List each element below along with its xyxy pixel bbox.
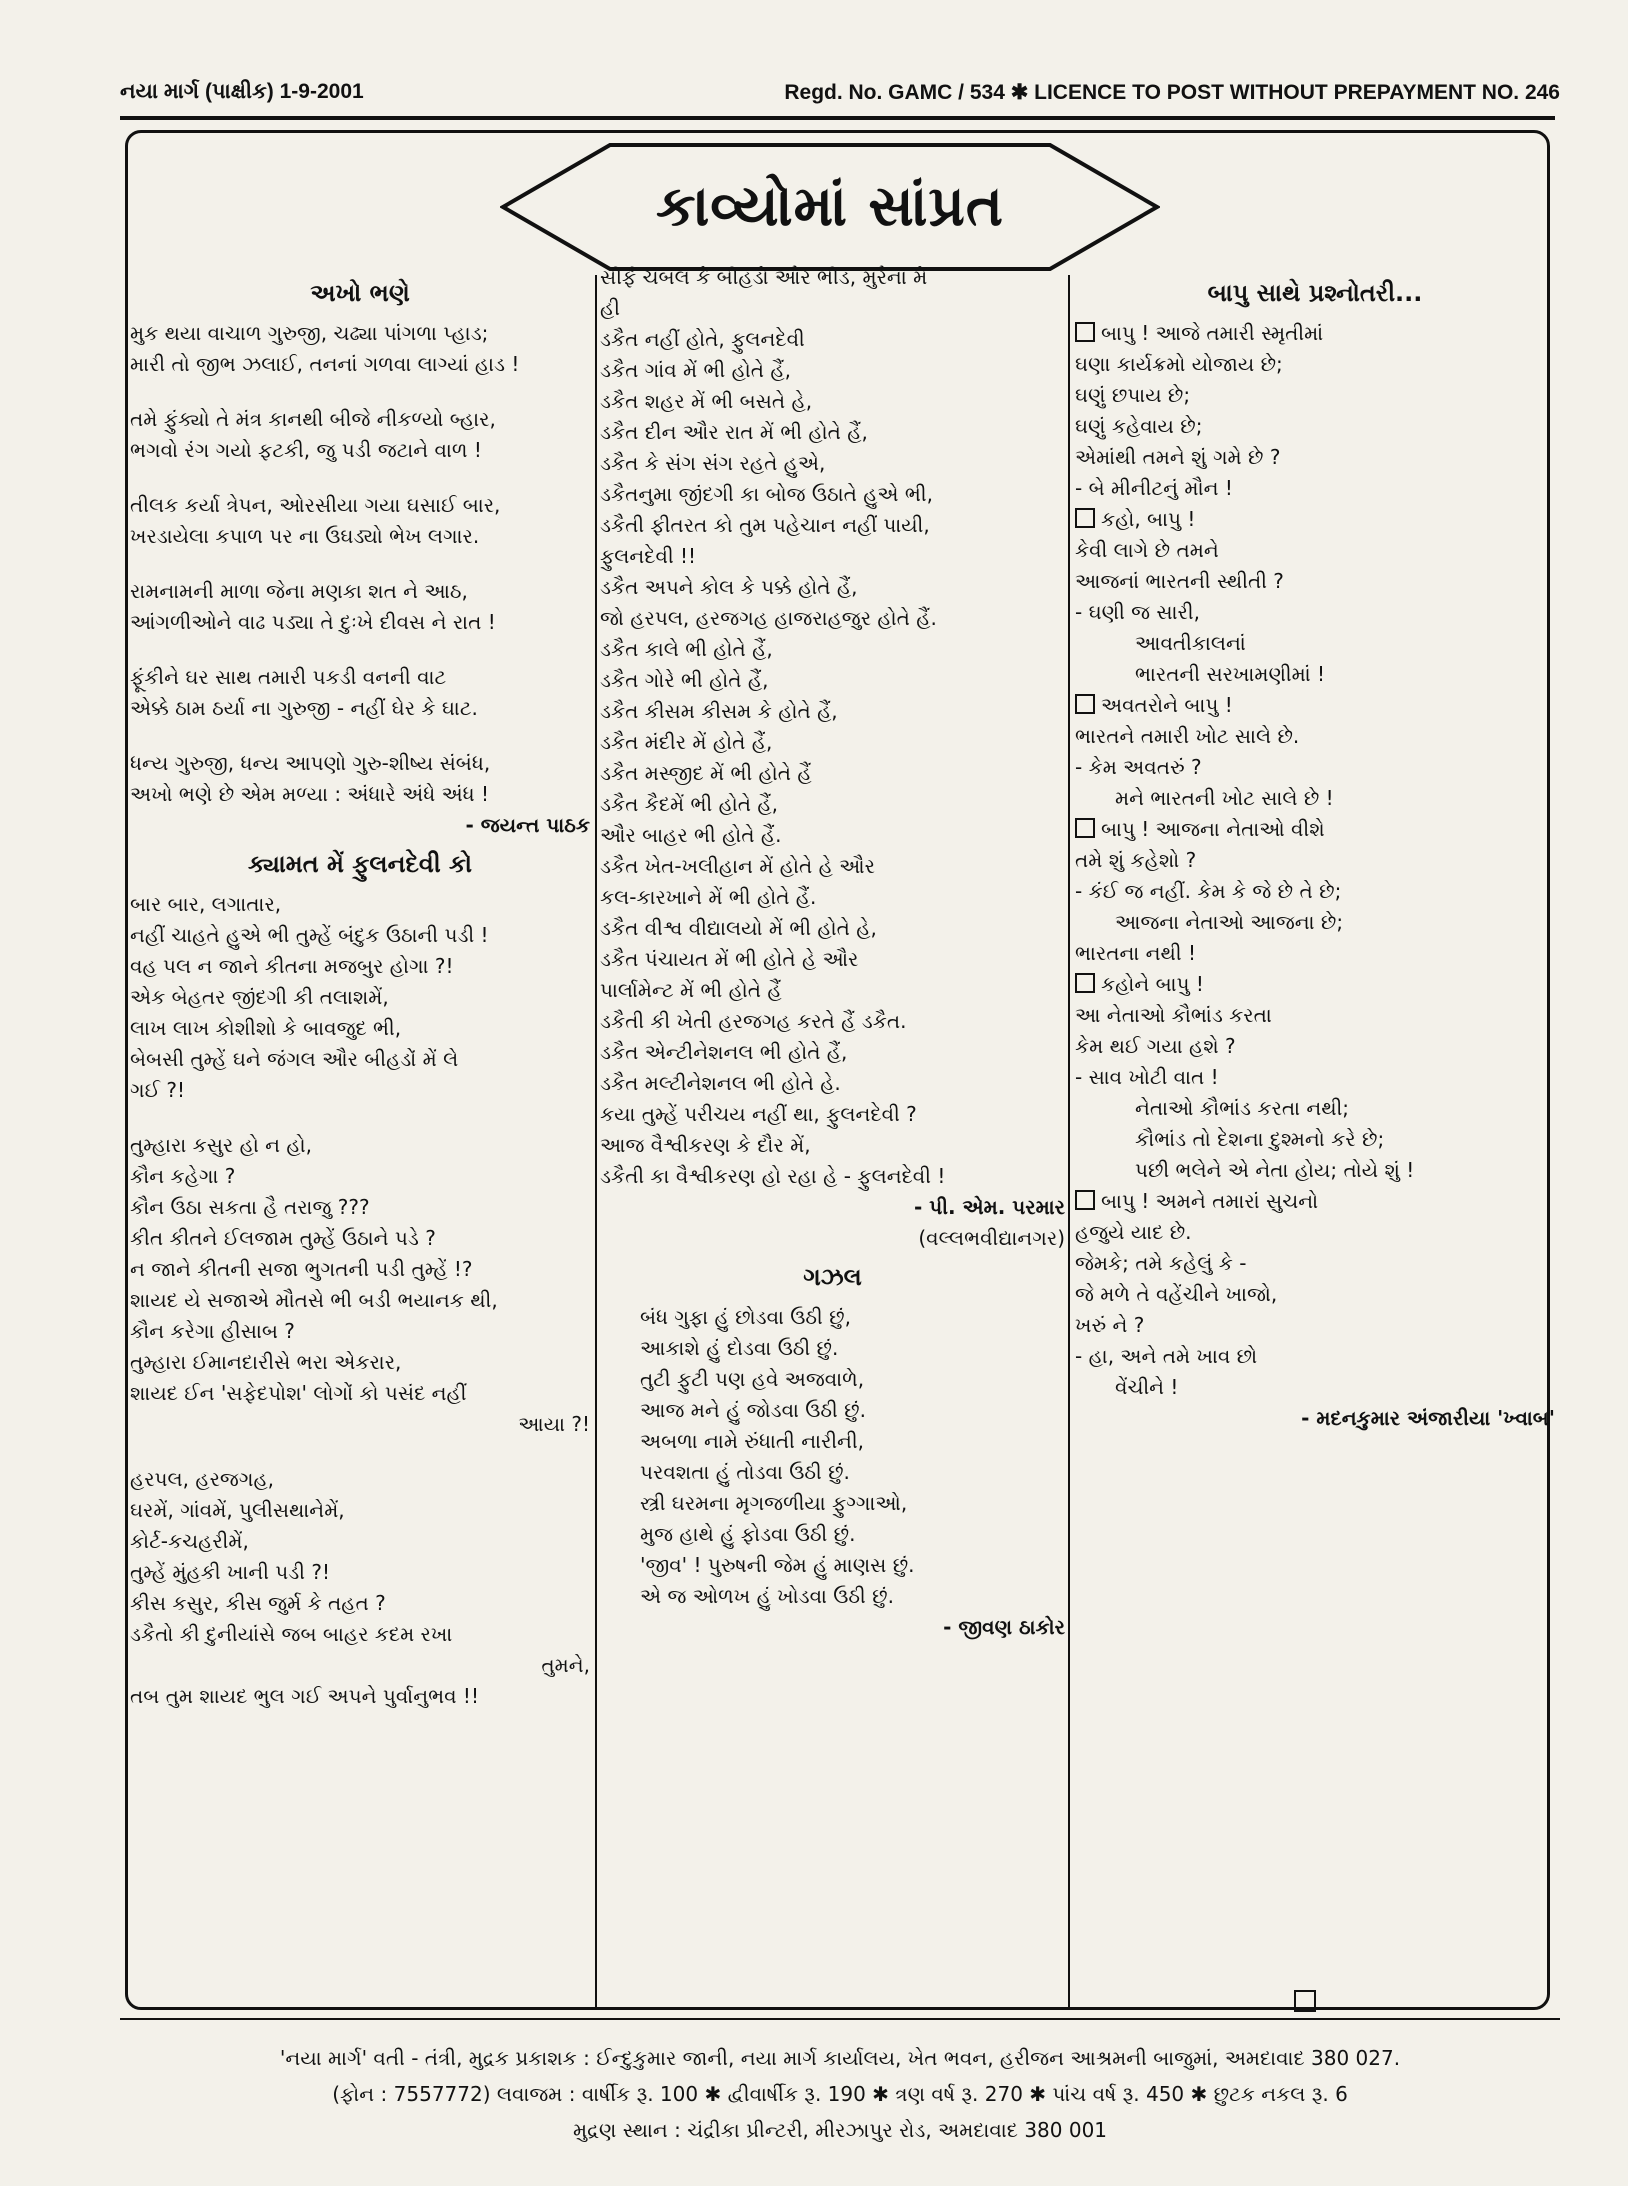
poem-line: ડકૈત નહીં હોતે, ફુલનદેવી <box>600 327 805 351</box>
checkbox-bullet-icon <box>1075 508 1095 528</box>
poem-line: તુમ્હારા કસુર હો ન હો, <box>130 1133 313 1157</box>
stanza-gap <box>130 552 590 576</box>
dialogue-line <box>1075 380 1555 411</box>
dialogue-line <box>1075 504 1555 535</box>
dialogue-text: બાપુ ! અમને તમારાં સુચનો <box>1101 1189 1319 1213</box>
dialogue-line <box>1075 1000 1555 1031</box>
poem-line: ફુલનદેવી !! <box>600 544 697 568</box>
poem-line: ધન્ય ગુરુજી, ધન્ય આપણો ગુરુ-શીષ્ય સંબંધ, <box>130 751 491 775</box>
poem-line: 'જીવ' ! પુરુષની જેમ હું માણસ છું. <box>640 1553 915 1577</box>
dialogue-line <box>1075 1310 1555 1341</box>
dialogue-line <box>1075 1155 1555 1186</box>
dialogue-text: - સાવ ખોટી વાત ! <box>1075 1065 1219 1089</box>
poem-line: ઔર બાહર ભી હોતે હૈં. <box>600 823 782 847</box>
dialogue-line <box>1075 535 1555 566</box>
dialogue-text: નેતાઓ કૌભાંડ કરતા નથી; <box>1135 1096 1350 1120</box>
dialogue-text: ઘણા કાર્યક્રમો યોજાય છે; <box>1075 352 1283 376</box>
stanza-gap <box>130 380 590 404</box>
dialogue-line <box>1075 473 1555 504</box>
dialogue-line <box>1075 1186 1555 1217</box>
dialogue-text: બાપુ ! આજે તમારી સ્મૃતીમાં <box>1101 321 1324 345</box>
poem-line: આયા ?! <box>518 1412 590 1436</box>
poem-line: ડકૈત વીશ્વ વીદ્યાલયો મેં ભી હોતે હે, <box>600 916 877 940</box>
dialogue-text: - બે મીનીટનું મૌન ! <box>1075 476 1233 500</box>
footer-printer: મુદ્રણ સ્થાન : ચંદ્રીકા પ્રીન્ટરી, મીરઝાપુર રોડ, અમદાવાદ 380 001 <box>572 2118 1108 2142</box>
end-box-icon <box>1294 1990 1316 2012</box>
poem-line: બાર બાર, લગાતાર, <box>130 892 282 916</box>
dialogue-line <box>1075 349 1555 380</box>
dialogue-line <box>1075 1217 1555 1248</box>
dialogue-text: કહો, બાપુ ! <box>1101 507 1196 531</box>
dialogue-text: તમે શું કહેશો ? <box>1075 848 1197 872</box>
dialogue-line <box>1075 1093 1555 1124</box>
dialogue-text: ખરું ને ? <box>1075 1313 1145 1337</box>
poem-line: કલ-કારખાને મેં ભી હોતે હૈં. <box>600 885 817 909</box>
dialogue-line <box>1075 690 1555 721</box>
column-left <box>130 262 590 1712</box>
poem-line: ન જાને કીતની સજા ભુગતની પડી તુમ્હેં !? <box>130 1257 473 1281</box>
poem-body <box>600 262 1065 1192</box>
poem-line: કૌન કહેગા ? <box>130 1164 236 1188</box>
stanza-gap <box>130 1440 590 1464</box>
stanza-gap <box>130 638 590 662</box>
poem-line: આજ મને હું જોડવા ઉઠી છું. <box>640 1398 866 1422</box>
poem-line: ડકૈત ગાંવ મેં ભી હોતે હૈં, <box>600 358 792 382</box>
poem-line: કીત કીતને ઈલજામ તુમ્હેં ઉઠાને પડે ? <box>130 1226 436 1250</box>
dialogue-line <box>1075 814 1555 845</box>
poem-line: અબળા નામે રુંધાતી નારીની, <box>640 1429 865 1453</box>
poem-line: એક બેહતર જીંદગી કી તલાશમેં, <box>130 985 389 1009</box>
poem-line: ડકૈત ખેત-ખલીહાન મેં હોતે હે ઔર <box>600 854 875 878</box>
poem-line: જો હરપલ, હરજગહ હાજરાહજુર હોતે હૈં. <box>600 606 937 630</box>
poem-line: આંગળીઓને વાઢ પડ્યા તે દુઃખે દીવસ ને રાત ! <box>130 610 496 634</box>
dialogue-line <box>1075 1062 1555 1093</box>
poem-line: ડકૈત મસ્જીદ મેં ભી હોતે હૈં <box>600 761 812 785</box>
dialogue-line <box>1075 752 1555 783</box>
poem-line: શાયદ ઈન 'સફેદપોશ' લોગોં કો પસંદ નહીં <box>130 1381 467 1405</box>
dialogue-text: વેંચીને ! <box>1115 1375 1179 1399</box>
dialogue-text: કેમ થઈ ગયા હશે ? <box>1075 1034 1236 1058</box>
poem-line: ડકૈત કાલે ભી હોતે હૈં, <box>600 637 773 661</box>
dialogue-text: મને ભારતની ખોટ સાલે છે ! <box>1115 786 1334 810</box>
dialogue-text: આ નેતાઓ કૌભાંડ કરતા <box>1075 1003 1272 1027</box>
dialogue-line <box>1075 411 1555 442</box>
poem-line: તમે ફુંક્યો તે મંત્ર કાનથી બીજે નીકળ્યો બ્હાર, <box>130 407 496 431</box>
poem-body <box>1075 318 1555 1403</box>
poem-author: - જીવણ ઠાકોર <box>943 1615 1065 1639</box>
poem-author: - પી. એમ. પરમાર <box>914 1195 1065 1219</box>
poem-line: ડકૈતનુમા જીંદગી કા બોજ ઉઠાતે હુએ ભી, <box>600 482 933 506</box>
poem-line: ડકૈતો કી દુનીયાંસે જબ બાહર કદમ રખા <box>130 1622 453 1646</box>
poem-line: કૌન કરેગા હીસાબ ? <box>130 1319 295 1343</box>
poem-line: વહ પલ ન જાને કીતના મજબુર હોગા ?! <box>130 954 454 978</box>
poem-line: તુમને, <box>541 1653 590 1677</box>
poem-line: કોર્ટ-કચહરીમેં, <box>130 1529 249 1553</box>
footer-publisher: 'નયા માર્ગ' વતી - તંત્રી, મુદ્રક પ્રકાશક : ઈન્દુકુમાર જાની, નયા માર્ગ કાર્યાલય, ખેત ભવન, હરીજન આશ્રમની બાજુમાં, અમદાવાદ 380 027. <box>279 2046 1401 2070</box>
checkbox-bullet-icon <box>1075 1190 1095 1210</box>
poem-line: તુટી ફુટી પણ હવે અજવાળે, <box>640 1367 865 1391</box>
poem-line: કીસ કસુર, કીસ જુર્મ કે તહત ? <box>130 1591 386 1615</box>
poem-line: ડકૈતી કી ખેતી હરજગહ કરતે હૈં ડકૈત. <box>600 1009 907 1033</box>
header-registration: Regd. No. GAMC / 534 ✱ LICENCE TO POST WITHOUT PREPAYMENT NO. 246 <box>784 80 1560 104</box>
poem-line: ડકૈત મંદીર મેં હોતે હૈં, <box>600 730 773 754</box>
poem-line: ડકૈતી કા વૈશ્વીકરણ હો રહા હે - ફુલનદેવી ! <box>600 1164 946 1188</box>
poem-line: અખો ભણે છે એમ મળ્યા : અંધારે અંધે અંધ ! <box>130 782 490 806</box>
dialogue-line <box>1075 1248 1555 1279</box>
dialogue-line <box>1075 876 1555 907</box>
dialogue-line <box>1075 907 1555 938</box>
poem-line: હરપલ, હરજગહ, <box>130 1467 275 1491</box>
dialogue-text: આજના નેતાઓ આજના છે; <box>1115 910 1344 934</box>
poem-line: ડકૈત એન્ટીનેશનલ ભી હોતે હૈં, <box>600 1040 848 1064</box>
dialogue-text: જે મળે તે વહેંચીને ખાજો, <box>1075 1282 1278 1306</box>
poem-line: એ જ ઓળખ હું ખોડવા ઉઠી છું. <box>640 1584 894 1608</box>
dialogue-text: - કંઈ જ નહીં. કેમ કે જે છે તે છે; <box>1075 879 1342 903</box>
poem-line: ડકૈત દીન ઔર રાત મેં ભી હોતે હૈં, <box>600 420 868 444</box>
poem-line: એક્કે ઠામ ઠર્યા ના ગુરુજી - નહીં ઘેર કે ઘાટ. <box>130 696 478 720</box>
poem-line: હી <box>600 296 620 320</box>
dialogue-line <box>1075 969 1555 1000</box>
dialogue-line <box>1075 597 1555 628</box>
checkbox-bullet-icon <box>1075 973 1095 993</box>
poem-line: તીલક કર્યા ત્રેપન, ઓરસીયા ગયા ઘસાઈ બાર, <box>130 493 501 517</box>
checkbox-bullet-icon <box>1075 322 1095 342</box>
poem-line: પરવશતા હું તોડવા ઉઠી છું. <box>640 1460 850 1484</box>
poem-line: ડકૈત પંચાયત મેં ભી હોતે હે ઔર <box>600 947 859 971</box>
dialogue-text: એમાંથી તમને શું ગમે છે ? <box>1075 445 1281 469</box>
stanza-gap <box>130 724 590 748</box>
dialogue-line <box>1075 318 1555 349</box>
footer-rule <box>120 2018 1560 2020</box>
poem-author-place: (વલ્લભવીદ્યાનગર) <box>918 1226 1065 1250</box>
poem-line: ડકૈત કૈદમેં ભી હોતે હૈં, <box>600 792 778 816</box>
poem-line: ફૂંકીને ઘર સાથ તમારી પકડી વનની વાટ <box>130 665 447 689</box>
poem-title: અખો ભણે <box>310 279 410 307</box>
poem-line: તુમ્હારા ઈમાનદારીસે ભરા એકરાર, <box>130 1350 402 1374</box>
dialogue-text: ભારતના નથી ! <box>1075 941 1196 965</box>
poem-body <box>600 1302 1065 1612</box>
dialogue-text: કૌભાંડ તો દેશના દુશ્મનો કરે છે; <box>1135 1127 1385 1151</box>
poem-line: આકાશે હું દોડવા ઉઠી છું. <box>640 1336 839 1360</box>
poem-line: તુમ્હેં મુંહકી ખાની પડી ?! <box>130 1560 330 1584</box>
dialogue-text: કેવી લાગે છે તમને <box>1075 538 1219 562</box>
dialogue-line <box>1075 845 1555 876</box>
dialogue-line <box>1075 1372 1555 1403</box>
header-rule <box>120 116 1555 120</box>
dialogue-text: - હા, અને તમે ખાવ છો <box>1075 1344 1258 1368</box>
dialogue-line <box>1075 1341 1555 1372</box>
poem-line: સ્ત્રી ઘરમના મૃગજળીયા ફુગ્ગાઓ, <box>640 1491 908 1515</box>
dialogue-line <box>1075 442 1555 473</box>
poem-line: ડકૈત મલ્ટીનેશનલ ભી હોતે હે. <box>600 1071 841 1095</box>
dialogue-text: આજનાં ભારતની સ્થીતી ? <box>1075 569 1284 593</box>
header-issue: નયા માર્ગ (પાક્ષીક) 1-9-2001 <box>120 80 364 103</box>
poem-line: લાખ લાખ કોશીશો કે બાવજુદ ભી, <box>130 1016 402 1040</box>
poem-line: ભગવો રંગ ગયો ફટકી, જુ પડી જટાને વાળ ! <box>130 438 482 462</box>
poem-line: કૌન ઉઠા સકતા હૈ તરાજુ ??? <box>130 1195 370 1219</box>
poem-line: રામનામની માળા જેના મણકા શત ને આઠ, <box>130 579 468 603</box>
checkbox-bullet-icon <box>1075 694 1095 714</box>
stanza-gap <box>130 466 590 490</box>
poem-line: ડકૈત કે સંગ સંગ રહતે હુએ, <box>600 451 826 475</box>
poem-line: ડકૈતી ફીતરત કો તુમ પહેચાન નહીં પાયી, <box>600 513 930 537</box>
dialogue-text: કહોને બાપુ ! <box>1101 972 1204 996</box>
dialogue-line <box>1075 1031 1555 1062</box>
dialogue-line <box>1075 783 1555 814</box>
dialogue-text: હજુયે યાદ છે. <box>1075 1220 1192 1244</box>
poem-line: તબ તુમ શાયદ ભુલ ગઈ અપને પુર્વાનુભવ !! <box>130 1684 479 1708</box>
column-divider <box>595 275 597 2010</box>
poem-title: બાપુ સાથે પ્રશ્નોતરી... <box>1207 279 1423 307</box>
dialogue-line <box>1075 566 1555 597</box>
poem-line: ગઈ ?! <box>130 1078 186 1102</box>
stanza-gap <box>130 1106 590 1130</box>
poem-line: ડકૈત અપને કોલ કે પક્કે હોતે હૈં, <box>600 575 858 599</box>
dialogue-line <box>1075 1124 1555 1155</box>
page-header <box>120 70 1560 114</box>
dialogue-line <box>1075 659 1555 690</box>
column-right <box>1075 262 1555 1434</box>
poem-line: સીર્ફ ચંબલ કે બીહડો ઔર ભીંડ, મુરૈના મેં <box>600 265 928 289</box>
imprint-footer <box>120 2040 1560 2148</box>
poem-line: શાયદ યે સજાએ મૌતસે ભી બડી ભયાનક થી, <box>130 1288 498 1312</box>
column-divider <box>1068 275 1070 2010</box>
poem-line: ડકૈત શહર મેં ભી બસતે હે, <box>600 389 813 413</box>
poem-line: બંધ ગુફા હું છોડવા ઉઠી છું, <box>640 1305 851 1329</box>
poem-body <box>130 318 590 810</box>
poem-line: મારી તો જીભ ઝલાઈ, તનનાં ગળવા લાગ્યાં હાડ ! <box>130 352 520 376</box>
poem-line: મુજ હાથે હું ફોડવા ઉઠી છું. <box>640 1522 856 1546</box>
poem-line: ખરડાયેલા કપાળ પર ના ઉઘડ્યો ભેખ લગાર. <box>130 524 480 548</box>
dialogue-text: ઘણું છપાય છે; <box>1075 383 1191 407</box>
column-middle <box>600 262 1065 1643</box>
dialogue-text: અવતરોને બાપુ ! <box>1101 693 1233 717</box>
banner-title: કાવ્યોમાં સાંપ્રત <box>656 174 1004 239</box>
poem-line: ડકૈત કીસમ કીસમ કે હોતે હૈં, <box>600 699 838 723</box>
checkbox-bullet-icon <box>1075 818 1095 838</box>
dialogue-text: ભારતને તમારી ખોટ સાલે છે. <box>1075 724 1300 748</box>
dialogue-text: - ઘણી જ સારી, <box>1075 600 1200 624</box>
dialogue-line <box>1075 628 1555 659</box>
dialogue-text: આવતીકાલનાં <box>1135 631 1246 655</box>
poem-author: - જયન્ત પાઠક <box>465 813 590 837</box>
dialogue-text: ઘણું કહેવાય છે; <box>1075 414 1203 438</box>
footer-subscription: (ફોન : 7557772) લવાજમ : વાર્ષીક રૂ. 100 ✱ દ્વીવાર્ષીક રૂ. 190 ✱ ત્રણ વર્ષ રૂ. 270 ✱ પાંચ વર્ષ રૂ. 450 ✱ છુટક નકલ રૂ. 6 <box>332 2082 1348 2106</box>
poem-line: આજ વૈશ્વીકરણ કે દૌર મેં, <box>600 1133 811 1157</box>
poem-line: નહીં ચાહતે હુએ ભી તુમ્હેં બંદુક ઉઠાની પડી ! <box>130 923 489 947</box>
poem-body <box>130 889 590 1409</box>
poem-line: મુક થયા વાચાળ ગુરુજી, ચઢ્યા પાંગળા પ્હાડ; <box>130 321 489 345</box>
dialogue-text: ભારતની સરખામણીમાં ! <box>1135 662 1326 686</box>
poem-line: પાર્લામેન્ટ મેં ભી હોતે હૈં <box>600 978 782 1002</box>
poem-line: બેબસી તુમ્હેં ઘને જંગલ ઔર બીહડોં મેં લે <box>130 1047 459 1071</box>
poem-line: ઘરમેં, ગાંવમેં, પુલીસથાનેમેં, <box>130 1498 345 1522</box>
banner <box>500 142 1160 272</box>
poem-title: ક્યામત મેં ફુલનદેવી કો <box>248 850 472 878</box>
dialogue-text: જેમકે; તમે કહેલું કે - <box>1075 1251 1247 1275</box>
dialogue-text: પછી ભલેને એ નેતા હોય; તોયે શું ! <box>1135 1158 1415 1182</box>
dialogue-line <box>1075 1279 1555 1310</box>
dialogue-text: બાપુ ! આજના નેતાઓ વીશે <box>1101 817 1325 841</box>
poem-body <box>130 1440 590 1650</box>
poem-title: ગઝલ <box>803 1263 862 1291</box>
dialogue-line <box>1075 938 1555 969</box>
poem-line: કયા તુમ્હેં પરીચય નહીં થા, ફુલનદેવી ? <box>600 1102 917 1126</box>
poem-author: - મદનકુમાર અંજારીયા 'ખ્વાબ' <box>1301 1406 1555 1430</box>
dialogue-line <box>1075 721 1555 752</box>
poem-line: ડકૈત ગોરે ભી હોતે હૈં, <box>600 668 769 692</box>
dialogue-text: - કેમ અવતરું ? <box>1075 755 1202 779</box>
